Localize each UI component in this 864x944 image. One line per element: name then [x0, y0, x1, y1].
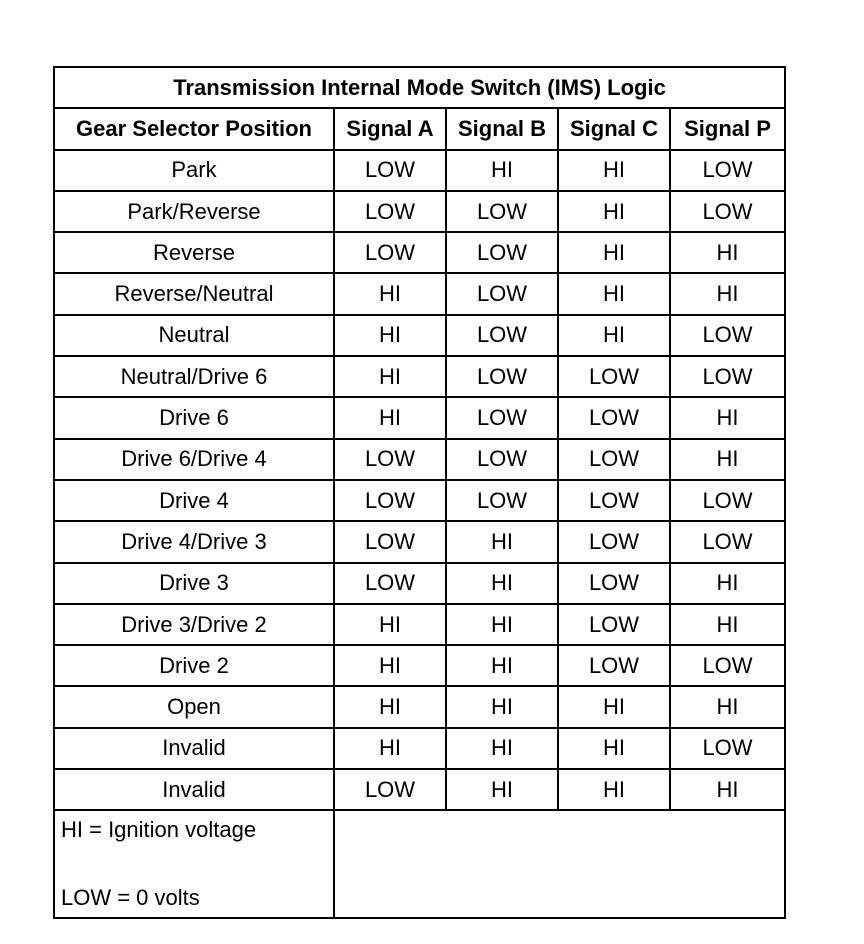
- signal-a-cell: HI: [334, 604, 446, 645]
- gear-position-cell: Drive 3/Drive 2: [54, 604, 334, 645]
- signal-c-cell: HI: [558, 686, 670, 727]
- gear-position-cell: Park: [54, 150, 334, 191]
- table-title: Transmission Internal Mode Switch (IMS) Logic: [54, 67, 785, 108]
- gear-position-cell: Park/Reverse: [54, 191, 334, 232]
- signal-c-cell: LOW: [558, 563, 670, 604]
- table-row: [54, 273, 785, 314]
- signal-p-cell: HI: [670, 439, 785, 480]
- signal-p-cell: LOW: [670, 315, 785, 356]
- signal-b-cell: HI: [446, 604, 558, 645]
- signal-a-cell: LOW: [334, 191, 446, 232]
- signal-a-cell: HI: [334, 728, 446, 769]
- signal-p-cell: HI: [670, 397, 785, 438]
- gear-position-cell: Neutral: [54, 315, 334, 356]
- signal-c-cell: HI: [558, 191, 670, 232]
- signal-a-cell: LOW: [334, 769, 446, 810]
- signal-c-cell: HI: [558, 232, 670, 273]
- signal-b-cell: HI: [446, 521, 558, 562]
- header-signal-b: Signal B: [446, 108, 558, 149]
- table-row: [54, 480, 785, 521]
- signal-b-cell: LOW: [446, 397, 558, 438]
- signal-b-cell: LOW: [446, 232, 558, 273]
- signal-b-cell: HI: [446, 686, 558, 727]
- signal-b-cell: HI: [446, 728, 558, 769]
- signal-a-cell: HI: [334, 315, 446, 356]
- table-row: [54, 315, 785, 356]
- signal-c-cell: LOW: [558, 397, 670, 438]
- signal-p-cell: HI: [670, 563, 785, 604]
- signal-a-cell: HI: [334, 356, 446, 397]
- signal-c-cell: HI: [558, 150, 670, 191]
- signal-p-cell: HI: [670, 232, 785, 273]
- signal-p-cell: HI: [670, 604, 785, 645]
- gear-position-cell: Drive 4: [54, 480, 334, 521]
- signal-a-cell: HI: [334, 273, 446, 314]
- signal-c-cell: HI: [558, 273, 670, 314]
- signal-c-cell: HI: [558, 728, 670, 769]
- signal-c-cell: HI: [558, 769, 670, 810]
- signal-b-cell: HI: [446, 645, 558, 686]
- table-row: [54, 645, 785, 686]
- gear-position-cell: Invalid: [54, 769, 334, 810]
- table-row: [54, 521, 785, 562]
- legend-low: LOW = 0 volts: [61, 885, 200, 911]
- signal-p-cell: LOW: [670, 645, 785, 686]
- signal-b-cell: LOW: [446, 273, 558, 314]
- header-gear-position: Gear Selector Position: [54, 108, 334, 149]
- legend-hi: HI = Ignition voltage: [61, 817, 257, 843]
- table-row: [54, 150, 785, 191]
- table-row: [54, 563, 785, 604]
- gear-position-cell: Drive 6/Drive 4: [54, 439, 334, 480]
- signal-p-cell: LOW: [670, 728, 785, 769]
- signal-a-cell: LOW: [334, 480, 446, 521]
- signal-b-cell: HI: [446, 150, 558, 191]
- table-row: [54, 397, 785, 438]
- signal-a-cell: LOW: [334, 439, 446, 480]
- signal-c-cell: LOW: [558, 645, 670, 686]
- signal-p-cell: LOW: [670, 480, 785, 521]
- signal-p-cell: HI: [670, 769, 785, 810]
- gear-position-cell: Open: [54, 686, 334, 727]
- signal-p-cell: LOW: [670, 150, 785, 191]
- table-row: [54, 356, 785, 397]
- table-row: [54, 728, 785, 769]
- signal-a-cell: LOW: [334, 563, 446, 604]
- signal-a-cell: LOW: [334, 150, 446, 191]
- signal-p-cell: HI: [670, 273, 785, 314]
- signal-c-cell: LOW: [558, 480, 670, 521]
- table-row: [54, 604, 785, 645]
- ims-logic-table: [53, 66, 786, 919]
- table-row: [54, 439, 785, 480]
- table-row: [54, 686, 785, 727]
- gear-position-cell: Drive 2: [54, 645, 334, 686]
- header-signal-a: Signal A: [334, 108, 446, 149]
- gear-position-cell: Drive 4/Drive 3: [54, 521, 334, 562]
- signal-a-cell: LOW: [334, 232, 446, 273]
- gear-position-cell: Reverse/Neutral: [54, 273, 334, 314]
- signal-c-cell: LOW: [558, 439, 670, 480]
- signal-c-cell: LOW: [558, 604, 670, 645]
- signal-b-cell: LOW: [446, 356, 558, 397]
- signal-p-cell: LOW: [670, 356, 785, 397]
- gear-position-cell: Reverse: [54, 232, 334, 273]
- signal-b-cell: LOW: [446, 439, 558, 480]
- table-row: [54, 769, 785, 810]
- signal-b-cell: HI: [446, 769, 558, 810]
- header-signal-c: Signal C: [558, 108, 670, 149]
- signal-c-cell: LOW: [558, 521, 670, 562]
- gear-position-cell: Drive 6: [54, 397, 334, 438]
- signal-c-cell: LOW: [558, 356, 670, 397]
- signal-a-cell: LOW: [334, 521, 446, 562]
- signal-b-cell: LOW: [446, 315, 558, 356]
- table-row: [54, 191, 785, 232]
- gear-position-cell: Invalid: [54, 728, 334, 769]
- signal-b-cell: LOW: [446, 191, 558, 232]
- legend-empty-cell: [334, 810, 785, 918]
- signal-a-cell: HI: [334, 645, 446, 686]
- signal-c-cell: HI: [558, 315, 670, 356]
- gear-position-cell: Drive 3: [54, 563, 334, 604]
- table-row: [54, 232, 785, 273]
- signal-b-cell: HI: [446, 563, 558, 604]
- gear-position-cell: Neutral/Drive 6: [54, 356, 334, 397]
- signal-a-cell: HI: [334, 686, 446, 727]
- header-signal-p: Signal P: [670, 108, 785, 149]
- signal-p-cell: LOW: [670, 191, 785, 232]
- signal-p-cell: HI: [670, 686, 785, 727]
- table-body: [54, 150, 785, 811]
- signal-p-cell: LOW: [670, 521, 785, 562]
- signal-b-cell: LOW: [446, 480, 558, 521]
- signal-a-cell: HI: [334, 397, 446, 438]
- legend-cell: [54, 810, 334, 918]
